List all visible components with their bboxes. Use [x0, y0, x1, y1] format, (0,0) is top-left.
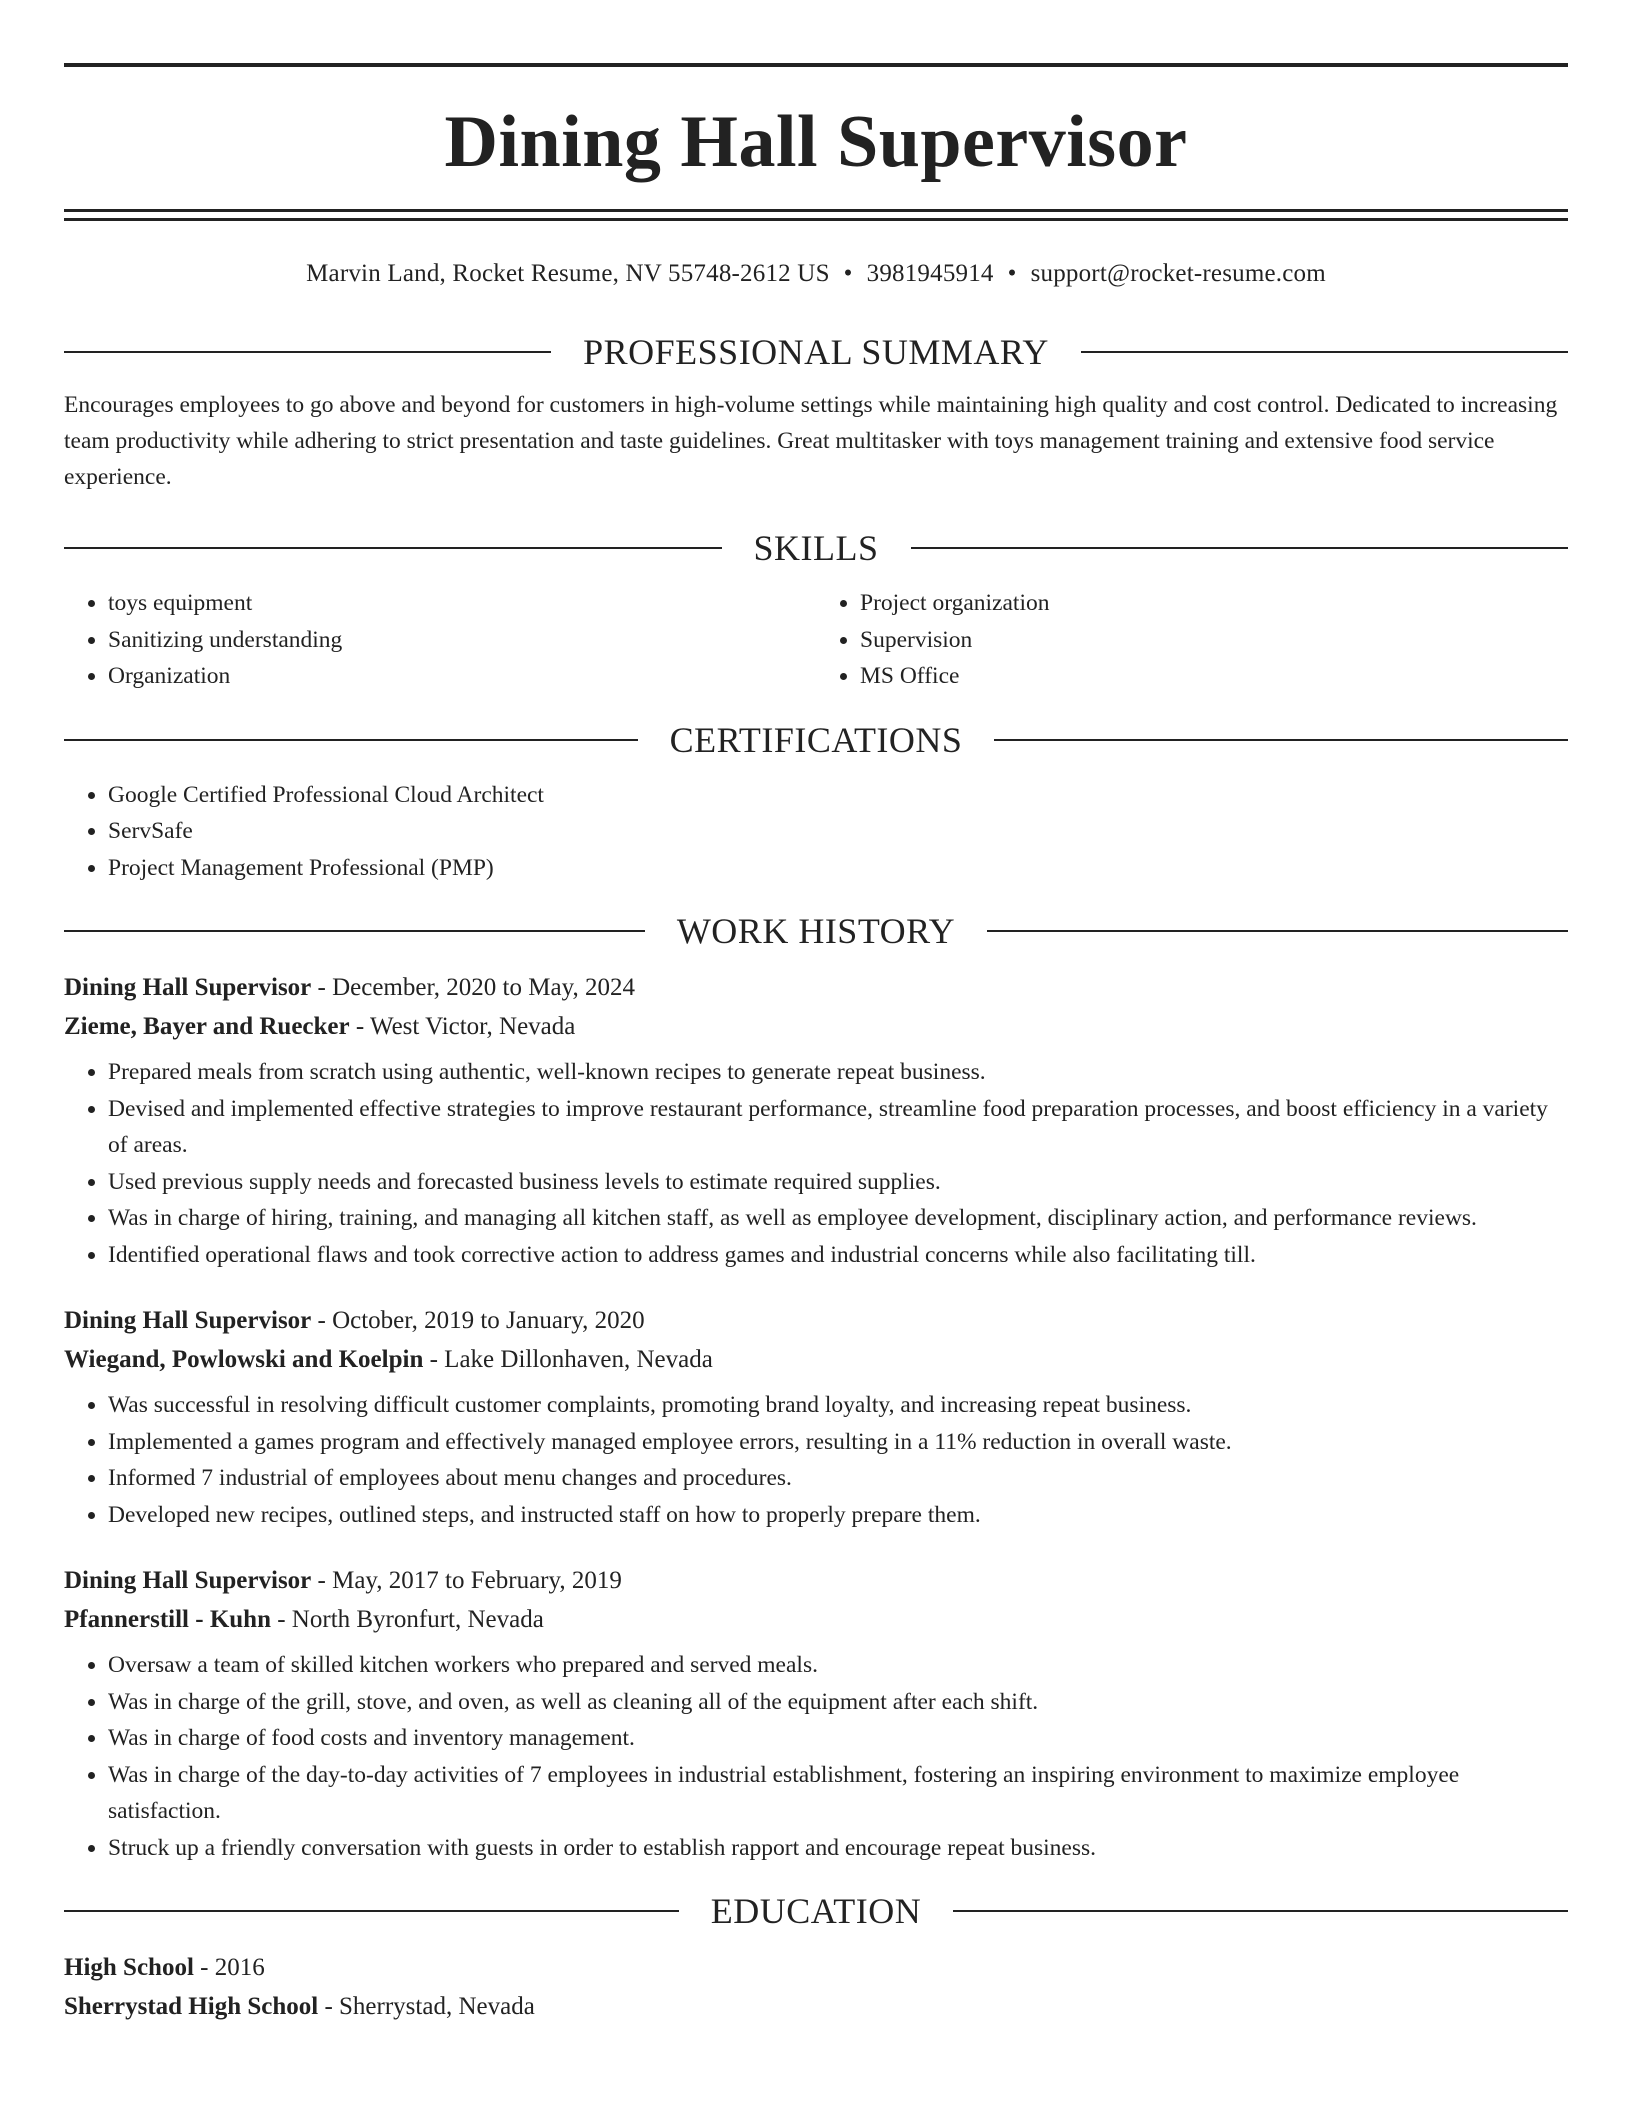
section-heading-education — [64, 1888, 1568, 1934]
contact-email[interactable]: support@rocket-resume.com — [1030, 260, 1326, 287]
job-role-line — [64, 1561, 1568, 1600]
skill-item: • Sanitizing understanding — [108, 622, 816, 659]
job-company: Wiegand, Powlowski and Koelpin — [64, 1346, 424, 1373]
job-bullet: • Identified operational flaws and took corrective action to address games and industrial concerns while also facilitating till. — [108, 1237, 1568, 1274]
job-bullets — [64, 1387, 1568, 1533]
education-degree: High School — [64, 1954, 194, 1981]
summary-text: Encourages employees to go above and beyond for customers in high-volume settings while maintaining high quality and cost control. Dedicated to increasing team productivity while adhering to strict presentation and taste guidelines. Great multitasker with toys management training and extensive food service experience. — [64, 392, 1558, 490]
heading-rule — [64, 1910, 679, 1912]
job-bullet: • Was in charge of the day-to-day activities of 7 employees in industrial establishment, fostering an inspiring environment to maximize employee satisfaction. — [108, 1757, 1568, 1830]
job-bullet: • Was successful in resolving difficult customer complaints, promoting brand loyalty, and increasing repeat business. — [108, 1387, 1568, 1424]
skill-item: • Organization — [108, 658, 816, 695]
job-location: - Lake Dillonhaven, Nevada — [423, 1346, 713, 1373]
heading-rule — [1081, 351, 1568, 353]
section-title: PROFESSIONAL SUMMARY — [583, 332, 1049, 372]
heading-rule — [64, 930, 645, 932]
job-role: Dining Hall Supervisor — [64, 1307, 312, 1334]
resume-page — [64, 63, 1568, 2026]
section-heading-certifications — [64, 717, 1568, 763]
section-title: WORK HISTORY — [676, 911, 956, 951]
job-role-line — [64, 968, 1568, 1007]
skill-item: • Supervision — [860, 622, 1568, 659]
education-entry — [64, 1948, 1568, 2026]
job-bullet: • Used previous supply needs and forecasted business levels to estimate required supplies. — [108, 1164, 1568, 1201]
contact-separator: • — [1007, 260, 1017, 287]
skills-list-right — [816, 585, 1568, 695]
section-title: SKILLS — [753, 528, 879, 568]
job-bullet: • Was in charge of food costs and inventory management. — [108, 1720, 1568, 1757]
title-double-rule — [64, 209, 1568, 221]
contact-line — [64, 257, 1568, 291]
heading-rule — [953, 1910, 1568, 1912]
education-year: - 2016 — [193, 1954, 265, 1981]
heading-rule — [64, 547, 722, 549]
skill-item: • Project organization — [860, 585, 1568, 622]
top-rule — [64, 63, 1568, 67]
certifications-list — [64, 777, 1568, 887]
section-heading-work-history — [64, 908, 1568, 954]
job-entry — [64, 1561, 1568, 1866]
heading-rule — [64, 351, 551, 353]
job-bullet: • Devised and implemented effective strategies to improve restaurant performance, streamline food preparation processes, and boost efficiency in a variety of areas. — [108, 1091, 1568, 1164]
job-bullet: • Was in charge of hiring, training, and managing all kitchen staff, as well as employee development, disciplinary action, and performance reviews. — [108, 1200, 1568, 1237]
job-role: Dining Hall Supervisor — [64, 1567, 312, 1594]
job-location: - North Byronfurt, Nevada — [270, 1606, 544, 1633]
job-role: Dining Hall Supervisor — [64, 974, 312, 1001]
job-bullet: • Developed new recipes, outlined steps, and instructed staff on how to properly prepare them. — [108, 1497, 1568, 1534]
contact-phone[interactable]: 3981945914 — [866, 260, 994, 287]
section-heading-summary — [64, 329, 1568, 375]
skills-list-left — [64, 585, 816, 695]
certification-item: • ServSafe — [108, 813, 1568, 850]
job-dates: - May, 2017 to February, 2019 — [311, 1567, 622, 1594]
job-bullet: • Informed 7 industrial of employees about menu changes and procedures. — [108, 1460, 1568, 1497]
job-company: Pfannerstill - Kuhn — [64, 1606, 271, 1633]
heading-rule — [994, 739, 1568, 741]
contact-separator: • — [843, 260, 853, 287]
job-bullets — [64, 1054, 1568, 1273]
job-company-line — [64, 1340, 1568, 1379]
job-company-line — [64, 1600, 1568, 1639]
skills-columns — [64, 585, 1568, 695]
job-dates: - October, 2019 to January, 2020 — [311, 1307, 645, 1334]
job-dates: - December, 2020 to May, 2024 — [311, 974, 635, 1001]
certification-item: • Project Management Professional (PMP) — [108, 850, 1568, 887]
job-entry — [64, 968, 1568, 1273]
job-bullet: • Was in charge of the grill, stove, and oven, as well as cleaning all of the equipment after each shift. — [108, 1684, 1568, 1721]
skill-item: • MS Office — [860, 658, 1568, 695]
education-school: Sherrystad High School — [64, 1993, 319, 2020]
contact-address: Marvin Land, Rocket Resume, NV 55748-2612 US — [306, 260, 830, 287]
job-bullets — [64, 1647, 1568, 1866]
job-bullet: • Oversaw a team of skilled kitchen workers who prepared and served meals. — [108, 1647, 1568, 1684]
heading-rule — [911, 547, 1569, 549]
section-title: EDUCATION — [710, 1891, 922, 1931]
skill-item: • toys equipment — [108, 585, 816, 622]
certification-item: • Google Certified Professional Cloud Architect — [108, 777, 1568, 814]
heading-rule — [64, 739, 638, 741]
job-company: Zieme, Bayer and Ruecker — [64, 1013, 350, 1040]
job-entry — [64, 1301, 1568, 1533]
job-role-line — [64, 1301, 1568, 1340]
resume-title: Dining Hall Supervisor — [444, 101, 1188, 183]
job-company-line — [64, 1007, 1568, 1046]
education-location: - Sherrystad, Nevada — [318, 1993, 535, 2020]
job-bullet: • Implemented a games program and effectively managed employee errors, resulting in a 11% reduction in overall waste. — [108, 1424, 1568, 1461]
heading-rule — [987, 930, 1568, 932]
job-bullet: • Prepared meals from scratch using authentic, well-known recipes to generate repeat business. — [108, 1054, 1568, 1091]
section-title: CERTIFICATIONS — [669, 719, 963, 760]
section-heading-skills — [64, 525, 1568, 571]
education-degree-line — [64, 1948, 1568, 1987]
job-bullet: • Struck up a friendly conversation with guests in order to establish rapport and encourage repeat business. — [108, 1830, 1568, 1867]
job-location: - West Victor, Nevada — [349, 1013, 576, 1040]
education-school-line — [64, 1987, 1568, 2026]
